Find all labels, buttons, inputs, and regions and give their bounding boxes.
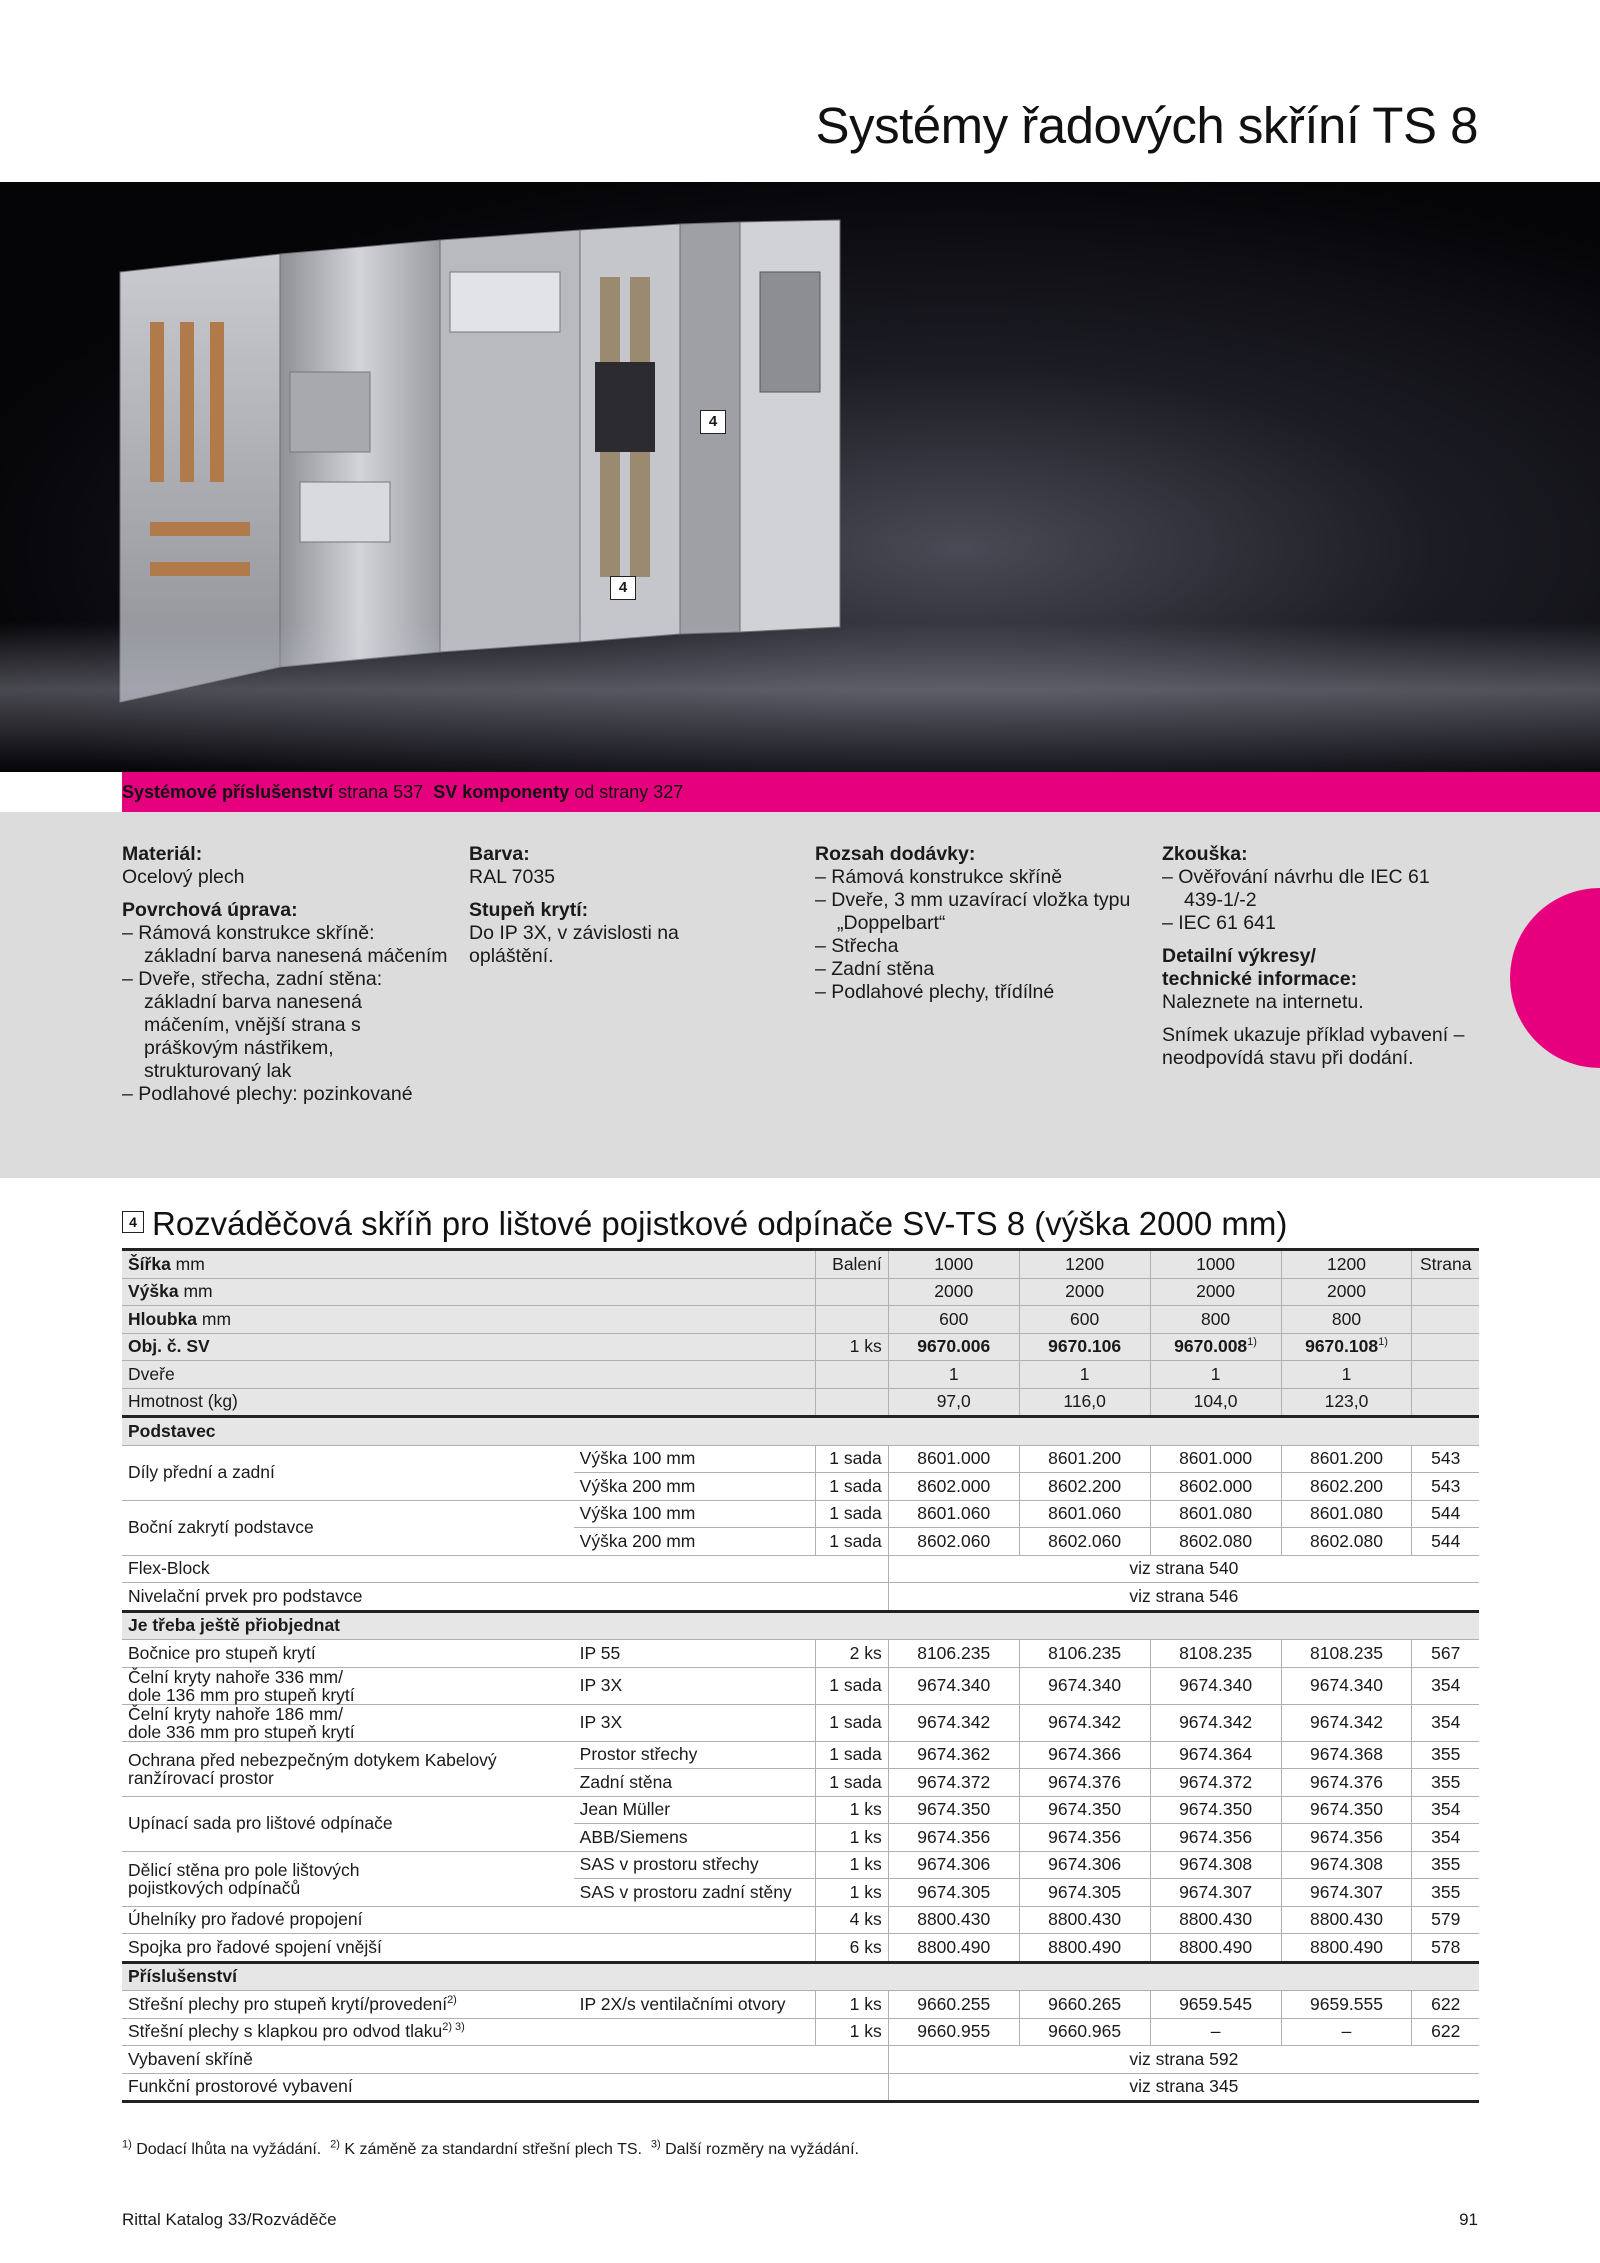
page-cell: 578: [1412, 1934, 1479, 1963]
depth-label: Hloubka: [128, 1308, 198, 1329]
panel-module-3: [450, 272, 560, 332]
row-label: Střešní plechy pro stupeň krytí/provedení: [128, 1993, 448, 2014]
order-cell: 9674.366: [1019, 1741, 1150, 1769]
order-number: 9670.006: [917, 1336, 991, 1357]
surface-item: – Podlahové plechy: pozinkované: [122, 1083, 413, 1105]
order-number: 9670.008: [1174, 1336, 1248, 1357]
table-row: [122, 1250, 1479, 1279]
drawings-label-2: technické informace:: [1162, 968, 1358, 990]
test-item: – Ověřování návrhu dle IEC 61 439-1/-2: [1162, 866, 1430, 911]
row-desc: SAS v prostoru zadní stěny: [574, 1879, 816, 1907]
page-cell: 355: [1412, 1879, 1479, 1907]
table-row: [122, 1500, 1479, 1528]
weight-label: Hmotnost (kg): [122, 1388, 815, 1417]
width-label: Šířka: [128, 1253, 171, 1274]
table-row: [122, 1906, 1479, 1934]
depth-cell: 800: [1281, 1306, 1412, 1334]
order-cell: 9674.340: [1281, 1667, 1412, 1704]
table-row: [122, 1991, 1479, 2019]
surface-item: – Rámová konstrukce skříně: základní barva nanesená máčením: [122, 922, 448, 967]
row-pack: 6 ks: [815, 1934, 888, 1963]
row-label: Díly přední a zadní: [122, 1445, 574, 1500]
height-unit: mm: [178, 1281, 213, 1302]
order-cell: 8800.490: [1150, 1934, 1281, 1963]
table-row: [122, 1361, 1479, 1389]
page-ref: viz strana 592: [888, 2046, 1479, 2074]
order-cell: 9674.372: [1150, 1769, 1281, 1797]
order-cell: 8601.060: [1019, 1500, 1150, 1528]
row-desc: IP 3X: [574, 1704, 816, 1741]
table-row: [122, 1388, 1479, 1417]
order-cell: 8800.430: [1019, 1906, 1150, 1934]
order-cell: 8106.235: [1019, 1640, 1150, 1668]
row-pack: 1 ks: [815, 1851, 888, 1879]
color-value: RAL 7035: [469, 866, 556, 888]
footnote-number: 2): [330, 2138, 340, 2151]
order-cell: 8108.235: [1150, 1640, 1281, 1668]
order-cell: 9674.350: [1019, 1796, 1150, 1824]
order-cell: 9659.545: [1150, 1991, 1281, 2019]
page-cell: 354: [1412, 1667, 1479, 1704]
row-desc: Výška 100 mm: [574, 1500, 816, 1528]
panel-module-4: [760, 272, 820, 392]
order-cell: 9674.356: [1281, 1824, 1412, 1852]
width-cell: 1000: [888, 1250, 1019, 1279]
row-pack: 1 sada: [815, 1769, 888, 1797]
callout-4-lower: 4: [610, 576, 636, 600]
section-accessories: Příslušenství: [122, 1962, 1479, 1991]
order-cell: 9660.265: [1019, 1991, 1150, 2019]
busbar-3: [210, 322, 224, 482]
footnote-text: Další rozměry na vyžádání.: [660, 2141, 859, 2158]
order-cell: 8602.200: [1019, 1473, 1150, 1501]
row-pack: 1 sada: [815, 1473, 888, 1501]
page-ref: viz strana 546: [888, 1583, 1479, 1612]
order-cell: 9660.255: [888, 1991, 1019, 2019]
order-cell: –: [1281, 2018, 1412, 2046]
order-cell: 9674.308: [1281, 1851, 1412, 1879]
row-label: Bočnice pro stupeň krytí: [122, 1640, 574, 1668]
order-cell: 9674.350: [888, 1796, 1019, 1824]
section-order: Je třeba ještě přiobjednat: [122, 1611, 1479, 1640]
order-cell: 9674.342: [888, 1704, 1019, 1741]
page-cell: 622: [1412, 1991, 1479, 2019]
order-cell: 8601.000: [1150, 1445, 1281, 1473]
busbar-5: [150, 562, 250, 576]
supply-label: Rozsah dodávky:: [815, 843, 976, 865]
color-label: Barva:: [469, 843, 530, 865]
order-cell: 8800.490: [888, 1934, 1019, 1963]
busbar-1: [150, 322, 164, 482]
section-heading: [122, 1205, 1287, 1243]
system-accessories-page: strana 537: [333, 782, 424, 802]
height-cell: 2000: [1281, 1278, 1412, 1306]
row-desc: Prostor střechy: [574, 1741, 816, 1769]
order-cell: 8108.235: [1281, 1640, 1412, 1668]
busbar-2: [180, 322, 194, 482]
footnote-text: Dodací lhůta na vyžádání.: [131, 2141, 322, 2158]
photo-note: Snímek ukazuje příklad vybavení – neodpovídá stavu při dodání.: [1162, 1024, 1465, 1069]
depth-cell: 600: [888, 1306, 1019, 1334]
row-desc: ABB/Siemens: [574, 1824, 816, 1852]
row-label-2: dole 136 mm pro stupeň krytí: [128, 1684, 355, 1705]
door-cell: 1: [1150, 1361, 1281, 1389]
height-cell: 2000: [888, 1278, 1019, 1306]
order-cell: 8602.060: [888, 1528, 1019, 1556]
door-cell: 1: [888, 1361, 1019, 1389]
order-cell: 8601.200: [1019, 1445, 1150, 1473]
door-label: Dveře: [122, 1361, 815, 1389]
order-cell: 9674.362: [888, 1741, 1019, 1769]
row-pack: 1 ks: [815, 2018, 888, 2046]
order-cell: 9674.356: [1019, 1824, 1150, 1852]
order-cell: 9674.350: [1281, 1796, 1412, 1824]
panel-module: [290, 372, 370, 452]
supply-item: – Střecha: [815, 935, 899, 957]
row-label-2: ranžírovací prostor: [128, 1767, 274, 1788]
order-cell: 9674.372: [888, 1769, 1019, 1797]
page-header: Strana: [1412, 1250, 1479, 1279]
row-label-2: pojistkových odpínačů: [128, 1877, 301, 1898]
page-cell: 354: [1412, 1704, 1479, 1741]
row-desc: Výška 200 mm: [574, 1473, 816, 1501]
row-pack: 1 sada: [815, 1445, 888, 1473]
row-label: Spojka pro řadové spojení vnější: [122, 1934, 815, 1963]
page-cell: 355: [1412, 1769, 1479, 1797]
table-row: [122, 2073, 1479, 2102]
table-row: [122, 1611, 1479, 1640]
weight-cell: 116,0: [1019, 1388, 1150, 1417]
supply-item: – Rámová konstrukce skříně: [815, 866, 1063, 888]
order-cell: 8800.430: [888, 1906, 1019, 1934]
order-cell: 8601.080: [1150, 1500, 1281, 1528]
page-cell: 567: [1412, 1640, 1479, 1668]
row-desc: Výška 200 mm: [574, 1528, 816, 1556]
table-row: [122, 2018, 1479, 2046]
order-cell: 9674.350: [1150, 1796, 1281, 1824]
row-label: Flex-Block: [122, 1555, 888, 1583]
order-cell: 8800.430: [1150, 1906, 1281, 1934]
order-cell: 9674.340: [1019, 1667, 1150, 1704]
order-cell: 8800.430: [1281, 1906, 1412, 1934]
page-cell: 354: [1412, 1796, 1479, 1824]
row-label-2: dole 336 mm pro stupeň krytí: [128, 1721, 355, 1742]
order-cell: 9674.307: [1150, 1879, 1281, 1907]
footnote-number: 3): [650, 2138, 661, 2151]
order-label: Obj. č. SV: [128, 1336, 210, 1357]
order-cell: 9674.376: [1019, 1769, 1150, 1797]
footnote-ref: 1): [1378, 1336, 1388, 1349]
row-desc: Výška 100 mm: [574, 1445, 816, 1473]
table-row: [122, 1278, 1479, 1306]
section-title: Rozváděčová skříň pro lištové pojistkové odpínače SV-TS 8 (výška 2000 mm): [152, 1205, 1288, 1242]
supply-item: – Dveře, 3 mm uzavírací vložka typu „Doppelbart“: [815, 889, 1131, 934]
height-label: Výška: [128, 1281, 179, 1302]
width-cell: 1200: [1019, 1250, 1150, 1279]
order-cell: 8602.000: [1150, 1473, 1281, 1501]
order-cell: 9674.356: [1150, 1824, 1281, 1852]
table-row: [122, 1640, 1479, 1668]
page-cell: 354: [1412, 1824, 1479, 1852]
row-label: Čelní kryty nahoře 186 mm/: [128, 1703, 343, 1724]
footnote-ref: 2) 3): [442, 2021, 465, 2034]
panel-module-2: [300, 482, 390, 542]
table-row: [122, 1851, 1479, 1879]
page-cell: 622: [1412, 2018, 1479, 2046]
row-label: Úhelníky pro řadové propojení: [122, 1906, 815, 1934]
protection-value: Do IP 3X, v závislosti na opláštění.: [469, 922, 679, 967]
footnote-number: 1): [122, 2138, 132, 2151]
table-row: [122, 1583, 1479, 1612]
page-ref: viz strana 540: [888, 1555, 1479, 1583]
row-desc: Jean Müller: [574, 1796, 816, 1824]
spec-table: [122, 1248, 1479, 2103]
width-unit: mm: [170, 1253, 205, 1274]
row-label: Ochrana před nebezpečným dotykem Kabelový: [128, 1749, 497, 1770]
order-cell: 9659.555: [1281, 1991, 1412, 2019]
order-cell: 9674.364: [1150, 1741, 1281, 1769]
info-col-4: [1162, 843, 1472, 1070]
row-pack: 2 ks: [815, 1640, 888, 1668]
order-cell: 9660.965: [1019, 2018, 1150, 2046]
page-ref: viz strana 345: [888, 2073, 1479, 2102]
info-col-2: [469, 843, 724, 968]
busbar-4: [150, 522, 250, 536]
drawings-label: Detailní výkresy/: [1162, 945, 1316, 967]
footnotes: [122, 2138, 859, 2159]
table-row: [122, 2046, 1479, 2074]
row-label: Upínací sada pro lištové odpínače: [122, 1796, 574, 1851]
order-cell: 8601.080: [1281, 1500, 1412, 1528]
page-cell: 355: [1412, 1851, 1479, 1879]
row-desc: IP 55: [574, 1640, 816, 1668]
table-row: [122, 1667, 1479, 1704]
order-cell: 8602.000: [888, 1473, 1019, 1501]
cabinet-2: [280, 240, 440, 667]
row-pack: 1 sada: [815, 1667, 888, 1704]
fuse-block: [595, 362, 655, 452]
order-cell: 8602.200: [1281, 1473, 1412, 1501]
material-label: Materiál:: [122, 843, 203, 865]
order-cell: 8106.235: [888, 1640, 1019, 1668]
order-cell: 9660.955: [888, 2018, 1019, 2046]
row-pack: 1 ks: [815, 1796, 888, 1824]
protection-label: Stupeň krytí:: [469, 899, 589, 921]
page-title: Systémy řadových skříní TS 8: [815, 97, 1478, 154]
supply-item: – Podlahové plechy, třídílné: [815, 981, 1055, 1003]
sv-components-label: SV komponenty: [433, 782, 570, 802]
info-col-1: [122, 843, 452, 1106]
footnote-text: K záměně za standardní střešní plech TS.: [339, 2141, 642, 2158]
width-cell: 1000: [1150, 1250, 1281, 1279]
table-row: [122, 1555, 1479, 1583]
table-row: [122, 1962, 1479, 1991]
row-label: Čelní kryty nahoře 336 mm/: [128, 1666, 343, 1687]
height-cell: 2000: [1019, 1278, 1150, 1306]
table-row: [122, 1934, 1479, 1963]
depth-cell: 600: [1019, 1306, 1150, 1334]
weight-cell: 97,0: [888, 1388, 1019, 1417]
order-number: 9670.106: [1048, 1336, 1122, 1357]
footer-catalog: Rittal Katalog 33/Rozváděče: [122, 2210, 337, 2229]
row-pack: 1 sada: [815, 1500, 888, 1528]
surface-label: Povrchová úprava:: [122, 899, 298, 921]
table-row: [122, 1417, 1479, 1446]
page-cell: 544: [1412, 1500, 1479, 1528]
page-cell: 579: [1412, 1906, 1479, 1934]
table-row: [122, 1741, 1479, 1769]
page-cell: 355: [1412, 1741, 1479, 1769]
width-cell: 1200: [1281, 1250, 1412, 1279]
order-cell: 8602.080: [1281, 1528, 1412, 1556]
depth-cell: 800: [1150, 1306, 1281, 1334]
order-cell: 9674.306: [1019, 1851, 1150, 1879]
row-label: Dělicí stěna pro pole lištových: [128, 1859, 360, 1880]
order-cell: 9674.342: [1150, 1704, 1281, 1741]
depth-unit: mm: [197, 1308, 232, 1329]
order-cell: 8602.080: [1150, 1528, 1281, 1556]
order-cell: 9674.376: [1281, 1769, 1412, 1797]
row-pack: 1 sada: [815, 1741, 888, 1769]
row-label: Nivelační prvek pro podstavce: [122, 1583, 888, 1612]
drawings-value: Naleznete na internetu.: [1162, 991, 1364, 1013]
order-cell: 9674.342: [1281, 1704, 1412, 1741]
order-cell: 9674.305: [1019, 1879, 1150, 1907]
order-cell: 8800.490: [1019, 1934, 1150, 1963]
row-pack: 1 sada: [815, 1704, 888, 1741]
order-cell: 9674.342: [1019, 1704, 1150, 1741]
order-cell: 8601.060: [888, 1500, 1019, 1528]
table-row: [122, 1333, 1479, 1361]
test-label: Zkouška:: [1162, 843, 1248, 865]
row-label: Střešní plechy s klapkou pro odvod tlaku: [128, 2021, 443, 2042]
row-pack: 1 ks: [815, 1991, 888, 2019]
section-number: 4: [122, 1211, 144, 1233]
order-cell: 8602.060: [1019, 1528, 1150, 1556]
row-desc: SAS v prostoru střechy: [574, 1851, 816, 1879]
order-cell: 8601.000: [888, 1445, 1019, 1473]
order-cell: 8800.490: [1281, 1934, 1412, 1963]
row-pack: 1 ks: [815, 1824, 888, 1852]
order-cell: 9674.340: [1150, 1667, 1281, 1704]
page-number: 91: [1459, 2210, 1478, 2229]
pack-header: Balení: [815, 1250, 888, 1279]
door-cell: 1: [1019, 1361, 1150, 1389]
row-label: Boční zakrytí podstavce: [122, 1500, 574, 1555]
order-cell: 9674.308: [1150, 1851, 1281, 1879]
weight-cell: 104,0: [1150, 1388, 1281, 1417]
page-cell: 543: [1412, 1445, 1479, 1473]
accessory-bar: [122, 772, 1600, 812]
row-desc: Zadní stěna: [574, 1769, 816, 1797]
footnote-ref: 2): [447, 1993, 457, 2006]
weight-cell: 123,0: [1281, 1388, 1412, 1417]
order-cell: 9674.368: [1281, 1741, 1412, 1769]
row-desc: IP 3X: [574, 1667, 816, 1704]
section-base: Podstavec: [122, 1417, 1479, 1446]
footnote-ref: 1): [1247, 1336, 1257, 1349]
test-item: – IEC 61 641: [1162, 912, 1276, 934]
order-cell: 9674.340: [888, 1667, 1019, 1704]
order-cell: –: [1150, 2018, 1281, 2046]
table-row: [122, 1796, 1479, 1824]
order-cell: 8601.200: [1281, 1445, 1412, 1473]
row-label: Vybavení skříně: [122, 2046, 888, 2074]
table-row: [122, 1306, 1479, 1334]
surface-item: – Dveře, střecha, zadní stěna: základní barva nanesená máčením, vnější strana s práškovým nástřikem, strukturovaný lak: [122, 968, 383, 1082]
supply-item: – Zadní stěna: [815, 958, 935, 980]
order-pack: 1 ks: [815, 1333, 888, 1361]
order-cell: 9674.305: [888, 1879, 1019, 1907]
row-pack: 1 ks: [815, 1879, 888, 1907]
order-cell: 9674.356: [888, 1824, 1019, 1852]
floor-reflection: [0, 622, 1600, 772]
callout-4-upper: 4: [700, 410, 726, 434]
material-value: Ocelový plech: [122, 866, 245, 888]
row-pack: 1 sada: [815, 1528, 888, 1556]
page-cell: 543: [1412, 1473, 1479, 1501]
table-row: [122, 1704, 1479, 1741]
order-number: 9670.108: [1305, 1336, 1379, 1357]
row-pack: 4 ks: [815, 1906, 888, 1934]
table-row: [122, 1445, 1479, 1473]
product-photo: [0, 182, 1600, 772]
info-col-3: [815, 843, 1135, 1004]
row-desc: IP 2X/s ventilačními otvory: [574, 1991, 816, 2019]
system-accessories-label: Systémové příslušenství: [122, 782, 334, 802]
order-cell: 9674.307: [1281, 1879, 1412, 1907]
height-cell: 2000: [1150, 1278, 1281, 1306]
door-cell: 1: [1281, 1361, 1412, 1389]
sv-components-page: od strany 327: [569, 782, 684, 802]
row-label: Funkční prostorové vybavení: [122, 2073, 888, 2102]
order-cell: 9674.306: [888, 1851, 1019, 1879]
page-cell: 544: [1412, 1528, 1479, 1556]
